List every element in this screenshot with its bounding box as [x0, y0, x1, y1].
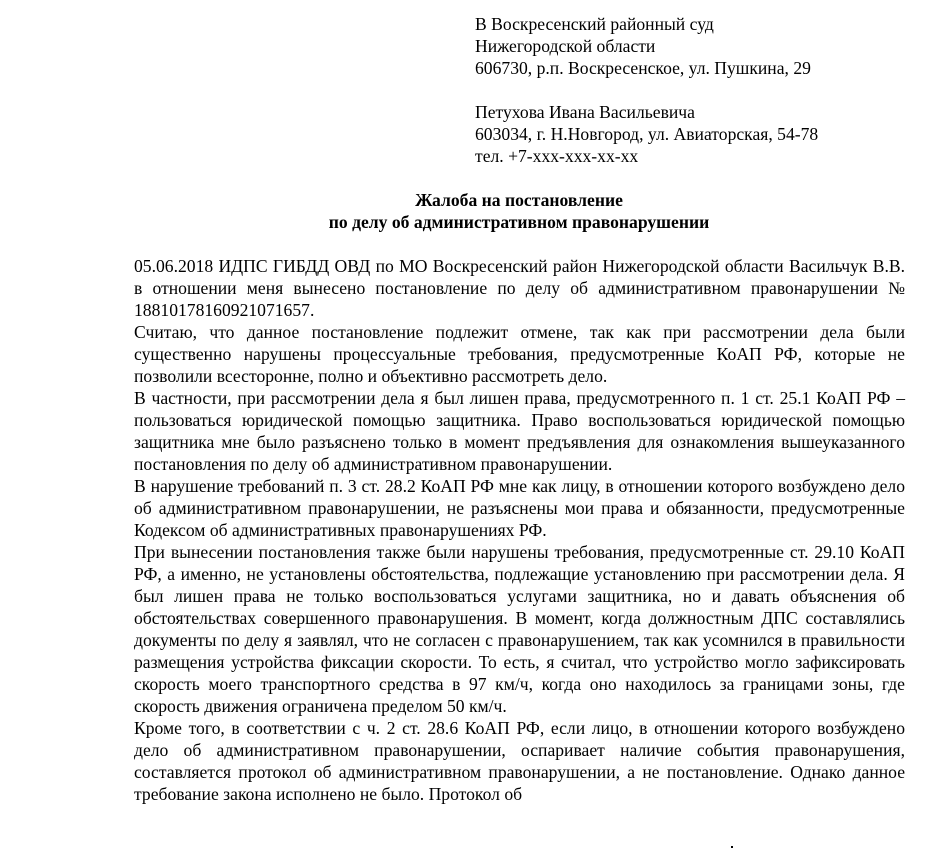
paragraph-1: 05.06.2018 ИДПС ГИБДД ОВД по МО Воскресенский район Нижегородской области Васильчук В.В. в отношении меня вынесено постановление по делу об административном правонарушении № 18810178160921071657.: [134, 256, 905, 320]
scan-speck: [731, 846, 733, 848]
court-region-line: Нижегородской области: [475, 36, 656, 56]
paragraph-2: Считаю, что данное постановление подлежит отмене, так как при рассмотрении дела были существенно нарушены процессуальные требования, предусмотренные КоАП РФ, которые не позволили всесторонне, полно и объективно рассмотреть дело.: [134, 322, 905, 386]
applicant-address-line: 603034, г. Н.Новгород, ул. Авиаторская, 54-78: [475, 124, 819, 144]
paragraph-4: В нарушение требований п. 3 ст. 28.2 КоАП РФ мне как лицу, в отношении которого возбуждено дело об административном правонарушении, не разъяснены мои права и обязанности, предусмотренные Кодексом об административных правонарушениях РФ.: [134, 476, 905, 540]
title-line-1: Жалоба на постановление: [415, 190, 623, 210]
complaint-body: [134, 255, 905, 805]
paragraph-6: Кроме того, в соответствии с ч. 2 ст. 28.6 КоАП РФ, если лицо, в отношении которого возбуждено дело об административном правонарушении, оспаривает наличие события правонарушения, составляется протокол об административном правонарушении, а не постановление. Однако данное требование закона исполнено не было. Протокол об: [134, 718, 905, 804]
addressee-block: [475, 13, 935, 167]
paragraph-5: При вынесении постановления также были нарушены требования, предусмотренные ст. 29.10 КоАП РФ, а именно, не установлены обстоятельства, подлежащие установлению при рассмотрении дела. Я был лишен права не только воспользоваться услугами защитника, но и давать объяснения об обстоятельствах совершенного правонарушения. В момент, когда должностным ДПС составлялись документы по делу я заявлял, что не согласен с правонарушением, так как усомнился в правильности размещения устройства фиксации скорости. То есть, я считал, что устройство могло зафиксировать скорость моего транспортного средства в 97 км/ч, когда оно находилось за границами зоны, где скорость движения ограничена пределом 50 км/ч.: [134, 542, 905, 716]
applicant-name-line: Петухова Ивана Васильевича: [475, 102, 695, 122]
title-line-2: по делу об административном правонарушении: [328, 212, 710, 232]
paragraph-3: В частности, при рассмотрении дела я был лишен права, предусмотренного п. 1 ст. 25.1 КоАП РФ – пользоваться юридической помощью защитника. Право воспользоваться юридической помощью защитника мне было разъяснено только в момент предъявления для ознакомления вышеуказанного постановления по делу об административном правонарушении.: [134, 388, 905, 474]
court-name-line: В Воскресенский районный суд: [475, 14, 714, 34]
court-address-line: 606730, р.п. Воскресенское, ул. Пушкина, 29: [475, 58, 811, 78]
document-title: [130, 189, 908, 233]
applicant-phone-line: тел. +7-ххх-ххх-хх-хх: [475, 146, 639, 166]
